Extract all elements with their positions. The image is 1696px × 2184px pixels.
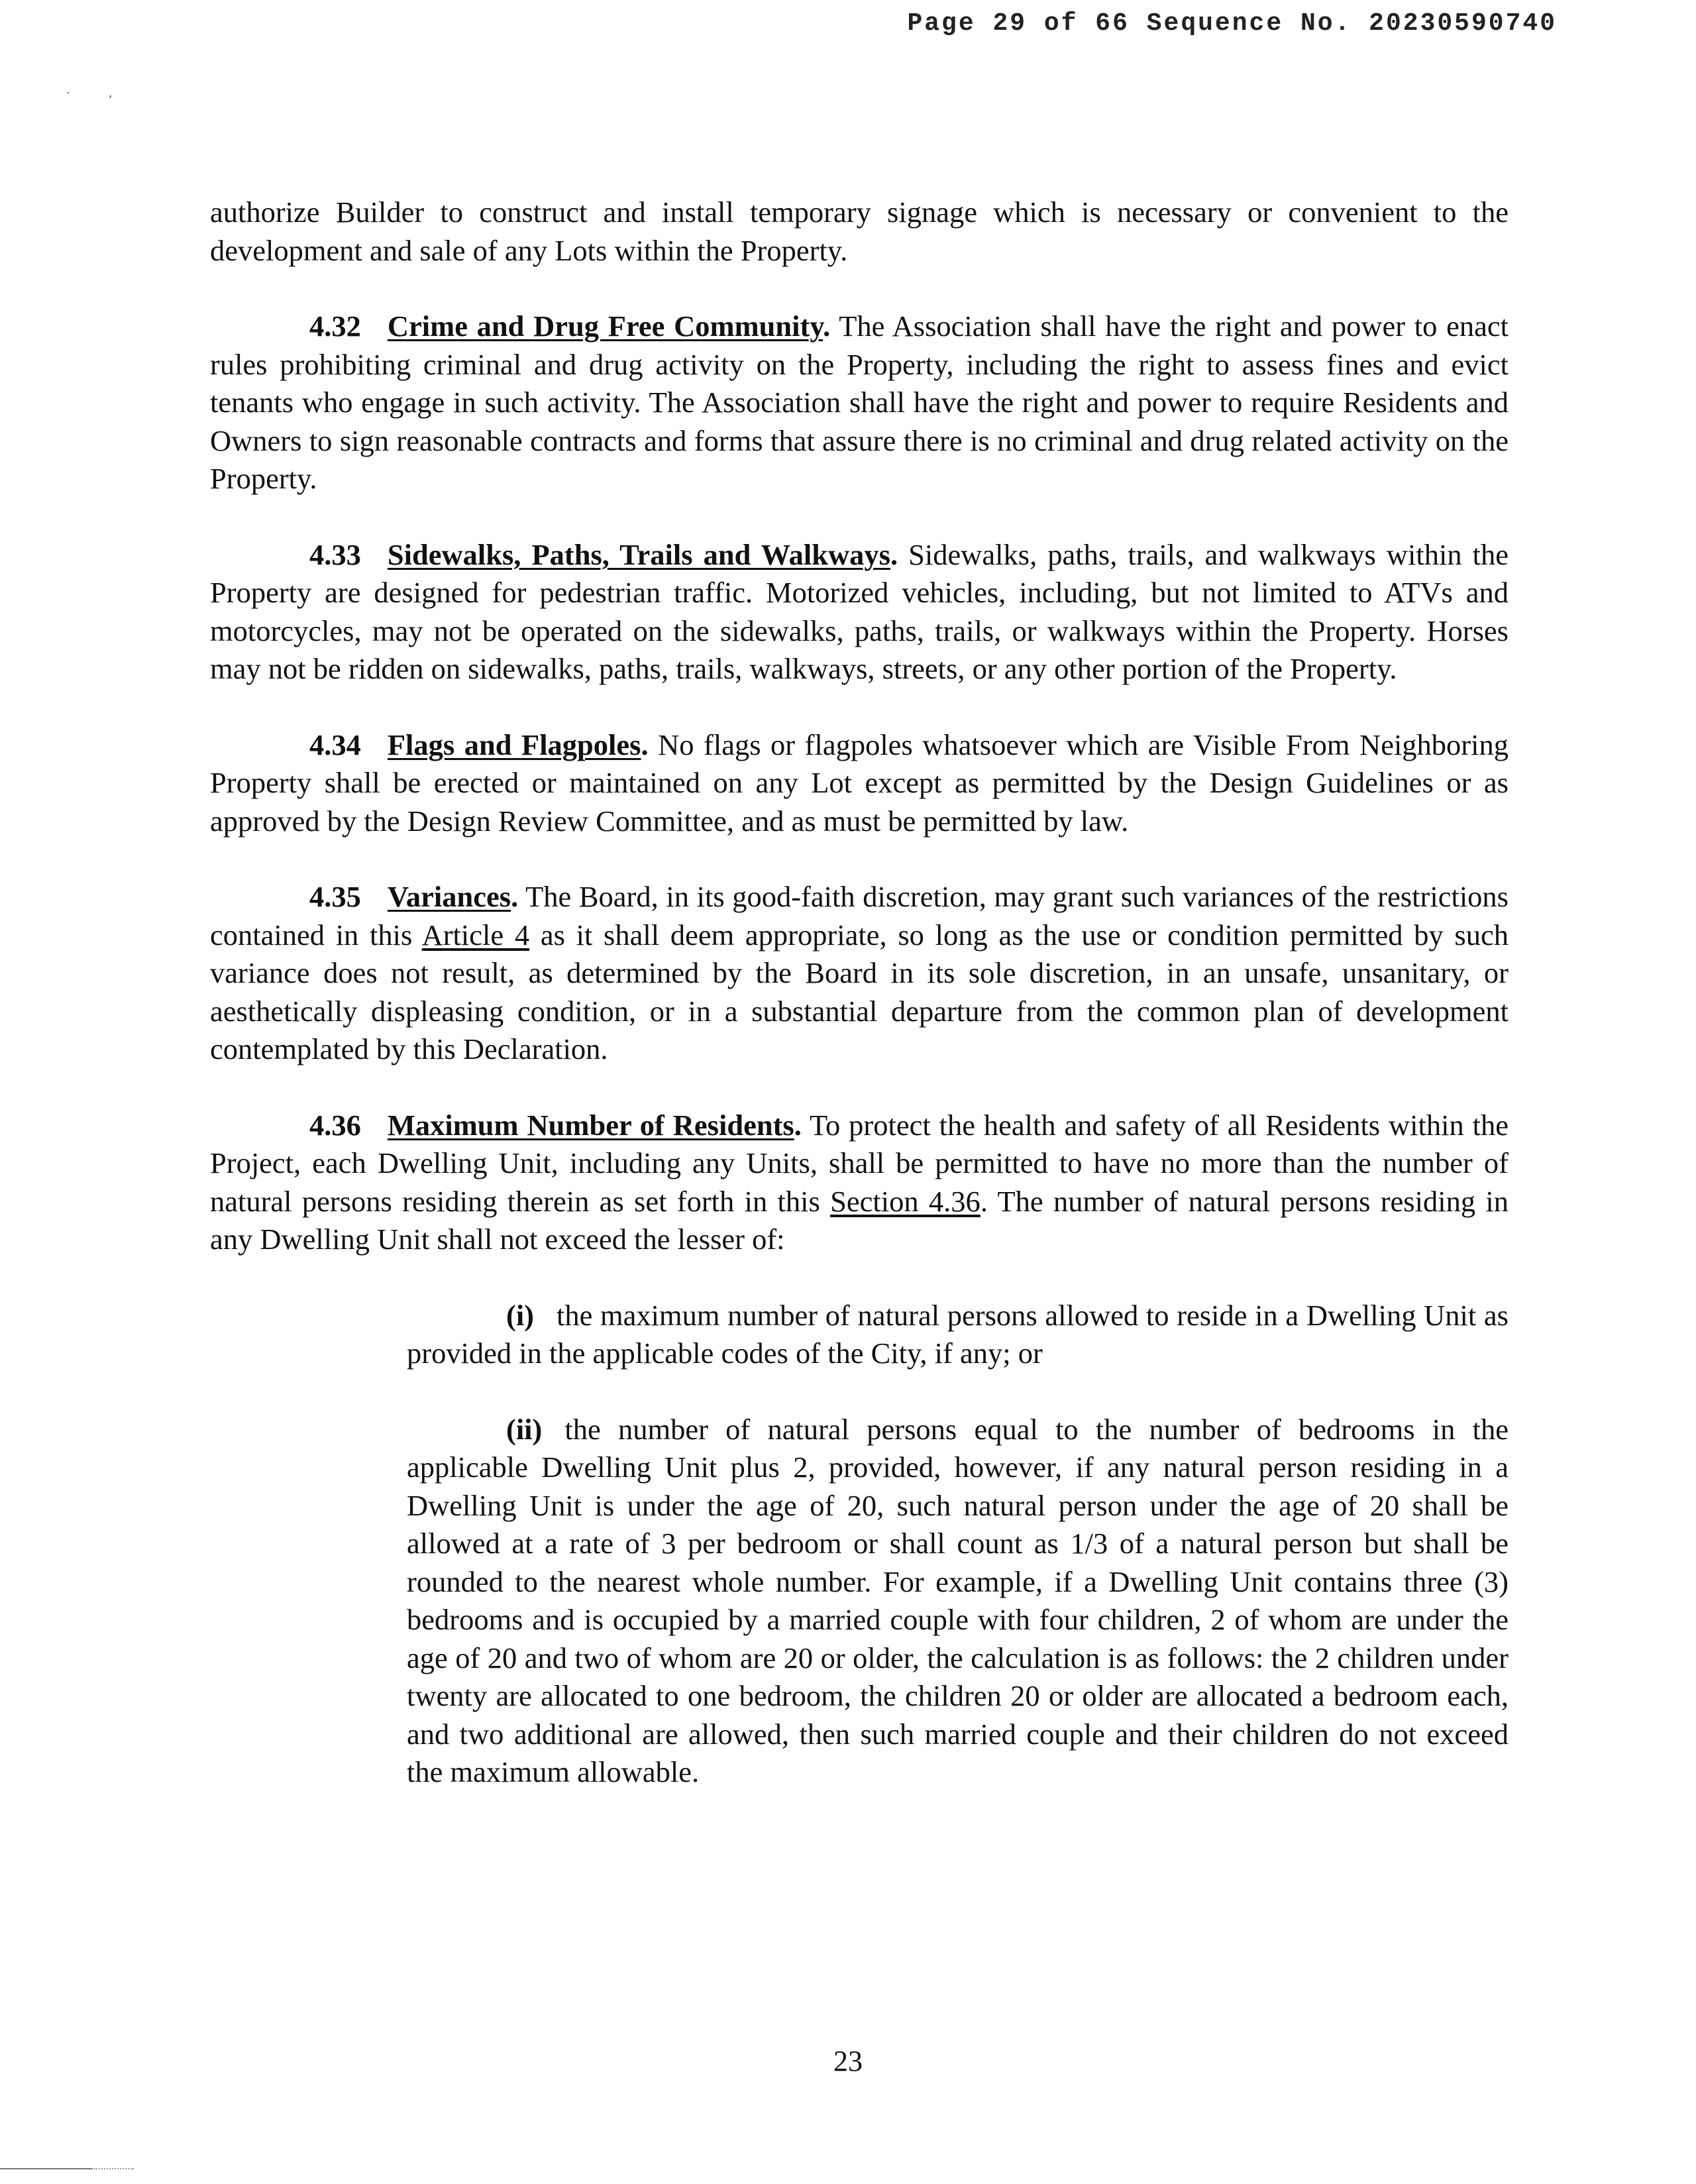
section-text: No flags or flagpoles whatsoever which are Visible From Neighboring Property shall be erected or maintained on any Lot except as permitted by the Design Guidelines or as approved by the Design Review Committee, and as must be permitted by law. [210,728,1509,838]
document-body [210,193,1509,1792]
section-text: as it shall deem appropriate, so long as the use or condition permitted by such variance does not result, as determined by the Board in its sole discretion, in an unsafe, unsanitary, or aesthetically displeasing condition, or in a substantial departure from the common plan of development contemplated by this Declaration. [210,918,1509,1065]
scan-specks: · , [66,86,112,99]
section-number: 4.36 [309,1108,361,1142]
section-title: Flags and Flagpoles [387,728,641,761]
section-number: 4.33 [309,537,361,571]
scan-edge-dots [94,2168,134,2171]
section-text: The Board, in its good-faith discretion, may grant such variances of the restrictions contained in this [210,880,1509,952]
page-number: 23 [833,2045,863,2077]
subitem-number: (i) [506,1298,535,1332]
section-4-34: 4.34 Flags and Flagpoles. No flags or flagpoles whatsoever which are Visible From Neighboring Property shall be erected or maintained on any Lot except as permitted by the Design Guidelines or as approved by the Design Review Committee, and as must be permitted by law. [210,728,1509,838]
subitem-ii [407,1411,1509,1792]
section-title: Variances [387,880,511,913]
section-title: Crime and Drug Free Community [387,309,823,343]
section-4-32: 4.32 Crime and Drug Free Community. The Association shall have the right and power to enact rules prohibiting criminal and drug activity on the Property, including the right to assess fines and evict tenants who engage in such activity. The Association shall have the right and power to require Residents and Owners to sign reasonable contracts and forms that assure there is no criminal and drug related activity on the Property. [210,309,1509,495]
section-title: Sidewalks, Paths, Trails and Walkways [387,537,890,571]
section-number: 4.34 [309,728,361,761]
section-4-36: 4.36 Maximum Number of Residents. To protect the health and safety of all Residents within the Project, each Dwelling Unit, including any Units, shall be permitted to have no more than the number of natural persons residing therein as set forth in this Section 4.36. The number of natural persons residing in any Dwelling Unit shall not exceed the lesser of: [210,1108,1509,1256]
section-text: . The number of natural persons residing in any Dwelling Unit shall not exceed the lesser of: [210,1184,1509,1256]
subitem-text: the maximum number of natural persons allowed to reside in a Dwelling Unit as provided in the applicable codes of the City, if any; or [407,1298,1509,1370]
subitem-text: the number of natural persons equal to the number of bedrooms in the applicable Dwelling Unit plus 2, provided, however, if any natural person residing in a Dwelling Unit is under the age of 20, such natural person under the age of 20 shall be allowed at a rate of 3 per bedroom or shall count as 1/3 of a natural person but shall be rounded to the nearest whole number. For example, if a Dwelling Unit contains three (3) bedrooms and is occupied by a married couple with four children, 2 of whom are under the age of 20 and two of whom are 20 or older, the calculation is as follows: the 2 children under twenty are allocated to one bedroom, the children 20 or older are allocated a bedroom each, and two additional are allowed, then such married couple and their children do not exceed the maximum allowable. [407,1412,1509,1788]
continuation-paragraph: authorize Builder to construct and install temporary signage which is necessary or convenient to the development and sale of any Lots within the Property. [210,195,1509,267]
subitem-number: (ii) [506,1412,543,1446]
section-4-35: 4.35 Variances. The Board, in its good-faith discretion, may grant such variances of the restrictions contained in this Article 4 as it shall deem appropriate, so long as the use or condition permitted by such variance does not result, as determined by the Board in its sole discretion, in an unsafe, unsanitary, or aesthetically displeasing condition, or in a substantial departure from the common plan of development contemplated by this Declaration. [210,880,1509,1065]
section-number: 4.32 [309,309,361,343]
section-title: Maximum Number of Residents [387,1108,794,1142]
section-text: The Association shall have the right and power to enact rules prohibiting criminal and drug activity on the Property, including the right to assess fines and evict tenants who engage in such activity. The Association shall have the right and power to require Residents and Owners to sign reasonable contracts and forms that assure there is no criminal and drug related activity on the Property. [210,309,1509,495]
section-number: 4.35 [309,880,361,913]
section-4-33: 4.33 Sidewalks, Paths, Trails and Walkways. Sidewalks, paths, trails, and walkways within the Property are designed for pedestrian traffic. Motorized vehicles, including, but not limited to ATVs and motorcycles, may not be operated on the sidewalks, paths, trails, or walkways within the Property. Horses may not be ridden on sidewalks, paths, trails, walkways, streets, or any other portion of the Property. [210,537,1509,685]
page-sequence-stamp: Page 29 of 66 Sequence No. 20230590740 [907,9,1557,38]
scan-edge-line [0,2168,93,2169]
subitem-i [407,1297,1509,1373]
section-reference: Section 4.36 [830,1184,980,1218]
section-text: Sidewalks, paths, trails, and walkways within the Property are designed for pedestrian traffic. Motorized vehicles, including, but not limited to ATVs and motorcycles, may not be operated on the sidewalks, paths, trails, or walkways within the Property. Horses may not be ridden on sidewalks, paths, trails, walkways, streets, or any other portion of the Property. [210,537,1509,685]
section-text: To protect the health and safety of all Residents within the Project, each Dwelling Unit, including any Units, shall be permitted to have no more than the number of natural persons residing therein as set forth in this [210,1108,1509,1218]
article-reference: Article 4 [421,918,530,952]
